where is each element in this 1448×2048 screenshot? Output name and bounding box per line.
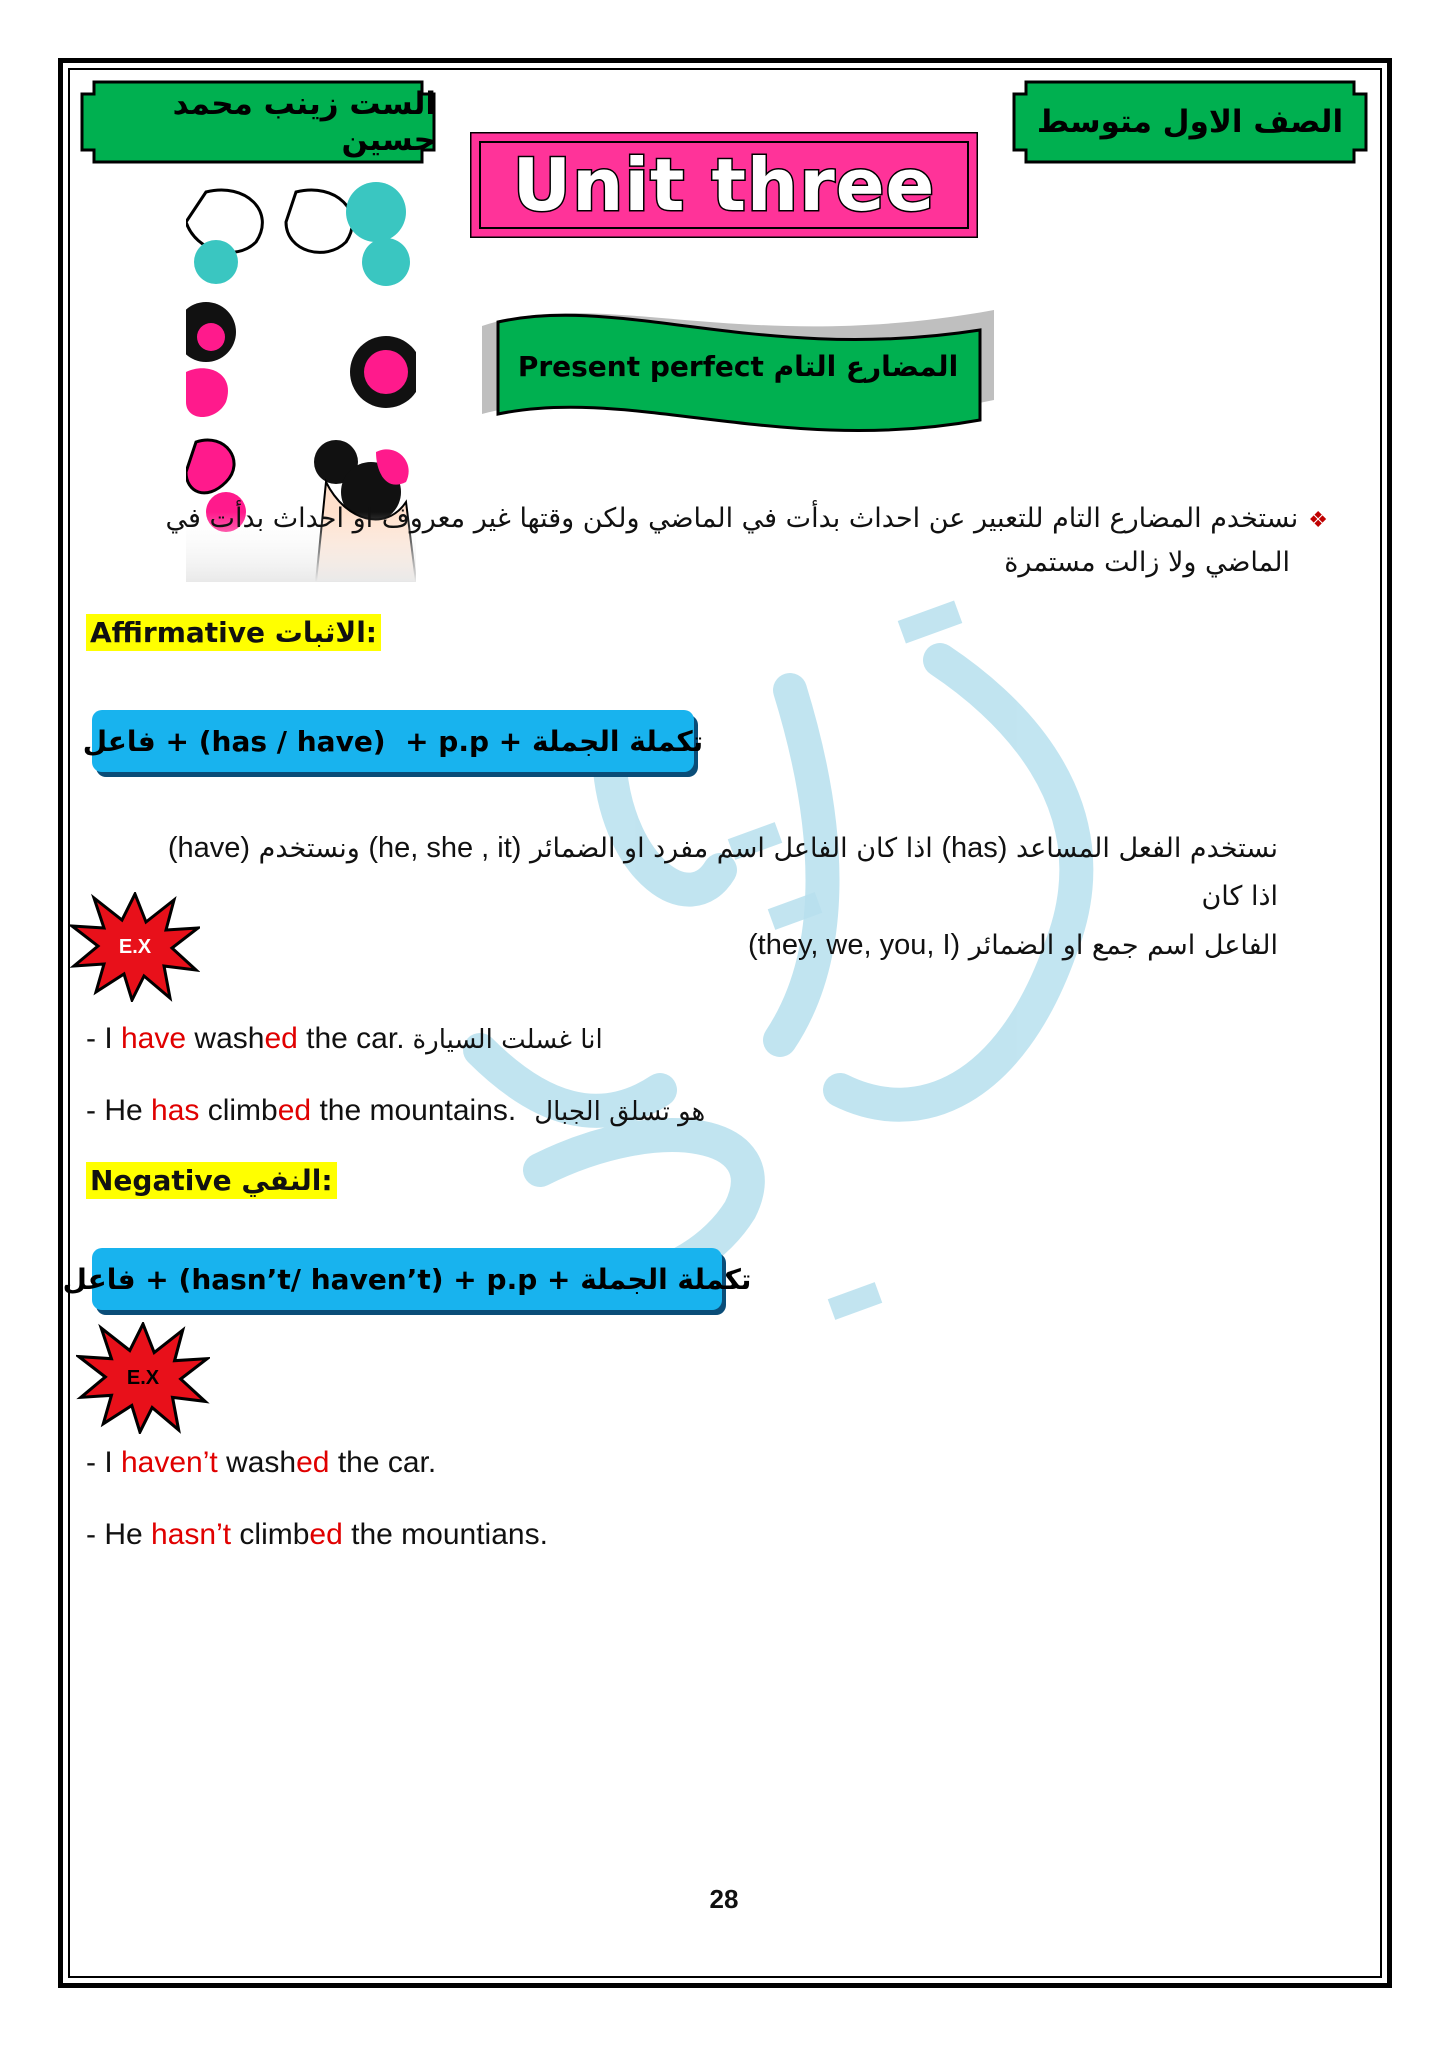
lesson-title: Present perfect المضارع التام — [517, 349, 959, 383]
diamond-bullet-icon: ❖ — [1308, 508, 1328, 533]
example-burst-badge: E.X — [76, 1322, 210, 1434]
usage-rule — [148, 824, 1278, 970]
negative-formula — [62, 1248, 752, 1310]
example-burst-badge: E.X — [70, 892, 200, 1002]
calligraphy-watermark — [360, 570, 1180, 1470]
affirmative-formula — [82, 710, 704, 772]
formula-rest: تكملة الجملة — [532, 724, 704, 758]
formula-middle: + (has / have) + p.p + — [155, 724, 532, 758]
rule-line-1: نستخدم الفعل المساعد (has) اذا كان الفاعل اسم مفرد او الضمائر (he, she , it) ونستخدم (have) اذا كان — [167, 832, 1278, 912]
formula-subject: فاعل — [82, 724, 156, 758]
negative-heading: Negative النفي: — [86, 1162, 337, 1199]
affirmative-heading: Affirmative الاثبات: — [86, 614, 381, 651]
formula-middle: + (hasn’t/ haven’t) + p.p + — [135, 1262, 581, 1296]
page-number: 28 — [709, 1884, 739, 1914]
affirmative-example-1: - I have washed the car. انا غسلت السيارة — [86, 1022, 603, 1055]
intro-paragraph — [148, 498, 1328, 584]
teacher-name: الست زينب محمد حسين — [172, 86, 436, 158]
affirmative-example-2: - He has climbed the mountains. هو تسلق الجبال — [86, 1094, 706, 1127]
intro-line-1: ❖نستخدم المضارع التام للتعبير عن احداث بدأت في الماضي ولكن وقتها غير معروف او احداث بدأت في — [165, 503, 1328, 534]
formula-subject: فاعل — [62, 1262, 136, 1296]
unit-title-box — [470, 132, 978, 238]
formula-rest: تكملة الجملة — [580, 1262, 752, 1296]
unit-title: Unit three — [512, 143, 936, 227]
negative-example-2: - He hasn’t climbed the mountians. — [86, 1518, 548, 1551]
rule-line-2: الفاعل اسم جمع او الضمائر (they, we, you, I) — [748, 929, 1278, 961]
negative-example-1: - I haven’t washed the car. — [86, 1446, 437, 1479]
grade-label: الصف الاول متوسط — [1036, 104, 1344, 140]
grade-plaque — [1012, 80, 1368, 164]
teacher-name-plaque — [80, 80, 436, 164]
lesson-banner — [482, 296, 994, 436]
intro-line-2: الماضي ولا زالت مستمرة — [1004, 547, 1290, 578]
